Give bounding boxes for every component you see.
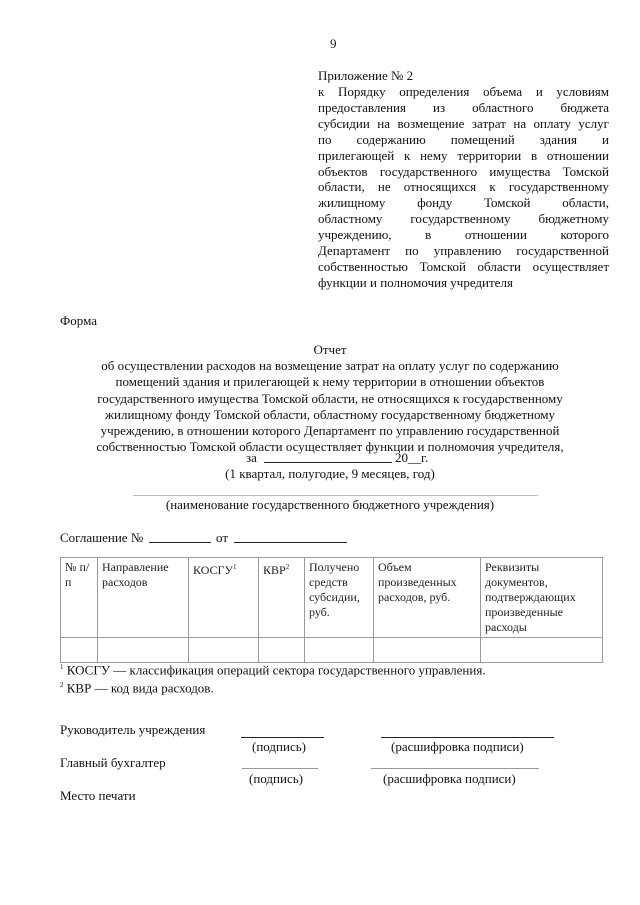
institution-hint: [40, 497, 620, 513]
appendix-text: [318, 84, 609, 291]
appendix-line: Департамент по управлению государственной: [318, 243, 609, 259]
footnote-1: $^1$ КОСГУ — классификация операций сектора государственного управления.: [60, 662, 486, 678]
appendix-line: по содержанию помещений здания и: [318, 131, 609, 147]
accountant-signature-field[interactable]: [242, 768, 318, 769]
head-signature-hint: (подпись): [252, 739, 306, 754]
header-number: № п/п: [61, 558, 98, 638]
appendix-line: жилищному фонду Томской области,: [318, 195, 609, 211]
period-year: 20__г.: [395, 450, 429, 465]
report-heading: [40, 342, 620, 455]
stamp-label: Место печати: [60, 788, 136, 803]
appendix-line: области, не относящихся к государственному: [318, 179, 609, 195]
period-field[interactable]: [264, 462, 392, 463]
head-decoding-field[interactable]: [381, 737, 554, 738]
appendix-title: Приложение № 2: [318, 68, 414, 83]
agreement-label: Соглашение №: [60, 530, 144, 545]
appendix-line: предоставления из областного бюджета: [318, 99, 609, 115]
form-label: Форма: [60, 313, 97, 328]
report-title: Отчет: [313, 342, 347, 357]
page-number: 9: [330, 36, 337, 51]
appendix-line: субсидии на возмещение затрат на оплату услуг: [318, 115, 609, 131]
report-table: [60, 557, 603, 663]
report-line: собственностью Томской области осуществляет функции и полномочия учредителя,: [96, 439, 564, 455]
header-kvr: КВР$^2$: [259, 558, 305, 638]
head-signature-field[interactable]: [241, 737, 324, 738]
report-line: учреждению, в отношении которого Департамент по управлению государственной: [100, 423, 560, 439]
report-line: об осуществлении расходов на возмещение затрат на оплату услуг по содержанию: [101, 358, 559, 374]
report-line: государственного имущества Томской области, не относящихся к государственному: [97, 390, 563, 406]
accountant-signature-hint: (подпись): [249, 771, 303, 786]
header-expenses: Объем произведенных расходов, руб.: [374, 558, 481, 638]
report-line: помещений здания и прилегающей к нему территории в отношении объектов: [115, 374, 545, 390]
header-documents: Реквизиты документов, подтверждающих произведенные расходы: [481, 558, 603, 638]
period-prefix: за: [246, 450, 257, 465]
header-received: Получено средств субсидии, руб.: [305, 558, 374, 638]
accountant-decoding-field[interactable]: [371, 768, 539, 769]
appendix-line: учреждению, в отношении которого: [318, 227, 609, 243]
agreement-date-field[interactable]: [234, 542, 347, 543]
footnote-2: $^2$ КВР — код вида расходов.: [60, 680, 214, 696]
header-kosgu: КОСГУ$^1$: [189, 558, 259, 638]
agreement-number-field[interactable]: [149, 542, 211, 543]
table-header-row: [61, 558, 603, 638]
agreement-from: от: [216, 530, 229, 545]
header-direction: Направление расходов: [98, 558, 189, 638]
institution-hint-text: (наименование государственного бюджетного учреждения): [165, 497, 495, 512]
appendix-line: объектов государственного имущества Томской: [318, 163, 609, 179]
appendix-line: к Порядку определения объема и условиям: [318, 84, 609, 99]
head-decoding-hint: (расшифровка подписи): [391, 739, 524, 754]
table-cell[interactable]: [481, 638, 603, 663]
appendix-line: прилегающей к нему территории в отношении: [318, 147, 609, 163]
period-hint: (1 квартал, полугодие, 9 месяцев, год): [225, 466, 435, 481]
appendix-line: областному государственному бюджетному: [318, 211, 609, 227]
accountant-decoding-hint: (расшифровка подписи): [383, 771, 516, 786]
appendix-line: собственностью Томской области осуществляет: [318, 258, 609, 274]
head-label: Руководитель учреждения: [60, 722, 206, 737]
appendix-line: функции и полномочия учредителя: [318, 274, 513, 290]
institution-field[interactable]: [133, 495, 538, 496]
accountant-label: Главный бухгалтер: [60, 755, 166, 770]
report-line: жилищному фонду Томской области, областному государственному бюджетному: [105, 406, 555, 422]
